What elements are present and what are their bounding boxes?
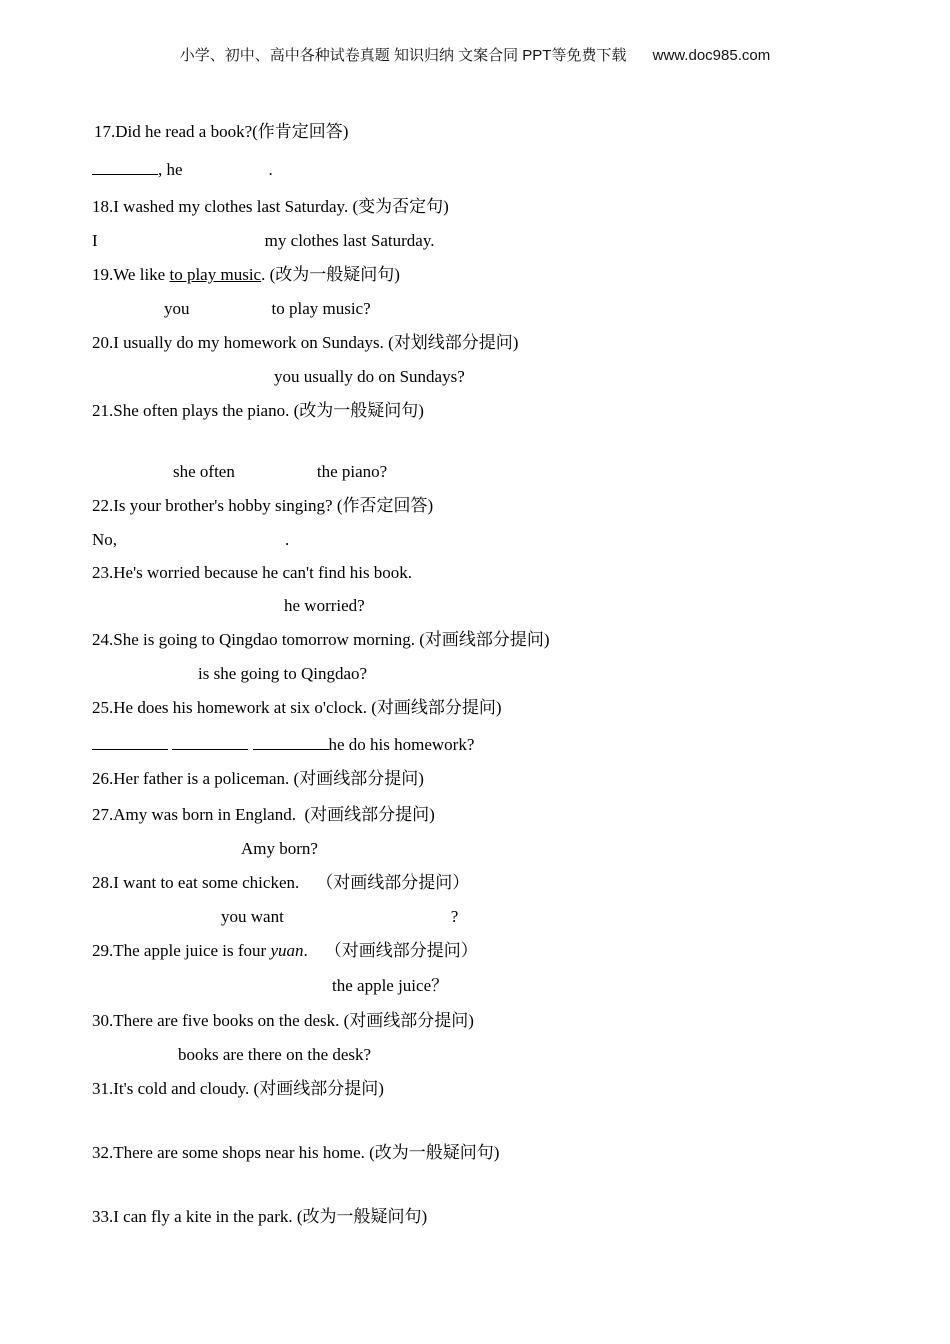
answer-blank	[253, 735, 329, 750]
question-33: 33.I can fly a kite in the park. (改为一般疑问句)	[92, 1207, 428, 1226]
header-text: 小学、初中、高中各种试卷真题 知识归纳 文案合同 PPT等免费下载	[179, 47, 627, 64]
answer-text: you	[164, 299, 190, 318]
page-header	[0, 44, 950, 65]
answer-19	[164, 298, 371, 320]
question-19	[92, 264, 400, 286]
question-23: 23.He's worried because he can't find his book.	[92, 563, 413, 582]
answer-25	[92, 734, 474, 756]
answer-text: , he	[158, 160, 183, 179]
answer-28	[221, 906, 458, 928]
question-text: . （对画线部分提问）	[303, 941, 478, 960]
answer-text: my clothes last Saturday.	[264, 231, 435, 250]
question-27: 27.Amy was born in England. (对画线部分提问)	[92, 805, 435, 824]
question-17: 17.Did he read a book?(作肯定回答)	[94, 122, 349, 141]
answer-text: I	[92, 231, 98, 250]
header-site: www.doc985.com	[652, 47, 771, 64]
answer-text: to play music?	[271, 299, 371, 318]
answer-text: No,	[92, 530, 118, 549]
answer-23: he worried?	[284, 596, 365, 615]
question-25: 25.He does his homework at six o'clock. (对画线部分提问)	[92, 698, 502, 717]
question-24: 24.She is going to Qingdao tomorrow morning. (对画线部分提问)	[92, 630, 550, 649]
answer-27: Amy born?	[241, 839, 318, 858]
question-21: 21.She often plays the piano. (改为一般疑问句)	[92, 401, 424, 420]
question-22: 22.Is your brother's hobby singing? (作否定回答)	[92, 496, 434, 515]
answer-text: ?	[450, 907, 459, 926]
answer-blank	[92, 160, 158, 175]
answer-21	[173, 461, 387, 483]
question-30: 30.There are five books on the desk. (对画线部分提问)	[92, 1011, 474, 1030]
question-29	[92, 940, 478, 962]
answer-22	[92, 529, 289, 551]
answer-20: you usually do on Sundays?	[274, 367, 465, 386]
question-text: . (改为一般疑问句)	[261, 265, 400, 284]
answer-text: the piano?	[316, 462, 388, 481]
question-text: 19.We like	[92, 265, 170, 284]
question-18: 18.I washed my clothes last Saturday. (变为否定句)	[92, 197, 449, 216]
answer-17	[92, 159, 273, 181]
answer-29: the apple juice？	[332, 976, 449, 995]
answer-text: she often	[173, 462, 235, 481]
question-31: 31.It's cold and cloudy. (对画线部分提问)	[92, 1079, 384, 1098]
answer-text: you want	[221, 907, 284, 926]
italic-text: yuan	[270, 941, 304, 960]
answer-blank	[172, 735, 248, 750]
answer-text: .	[285, 530, 290, 549]
answer-18	[92, 230, 434, 252]
answer-text: he do his homework?	[328, 735, 475, 754]
question-26: 26.Her father is a policeman. (对画线部分提问)	[92, 769, 424, 788]
question-32: 32.There are some shops near his home. (改为一般疑问句)	[92, 1143, 500, 1162]
question-text: 29.The apple juice is four	[92, 941, 271, 960]
question-20: 20.I usually do my homework on Sundays. (对划线部分提问)	[92, 333, 519, 352]
answer-30: books are there on the desk?	[178, 1045, 372, 1064]
answer-blank	[92, 735, 168, 750]
answer-text: .	[268, 160, 273, 179]
question-28: 28.I want to eat some chicken. （对画线部分提问）	[92, 873, 470, 892]
underlined-text: to play music	[169, 265, 262, 284]
answer-24: is she going to Qingdao?	[198, 664, 368, 683]
